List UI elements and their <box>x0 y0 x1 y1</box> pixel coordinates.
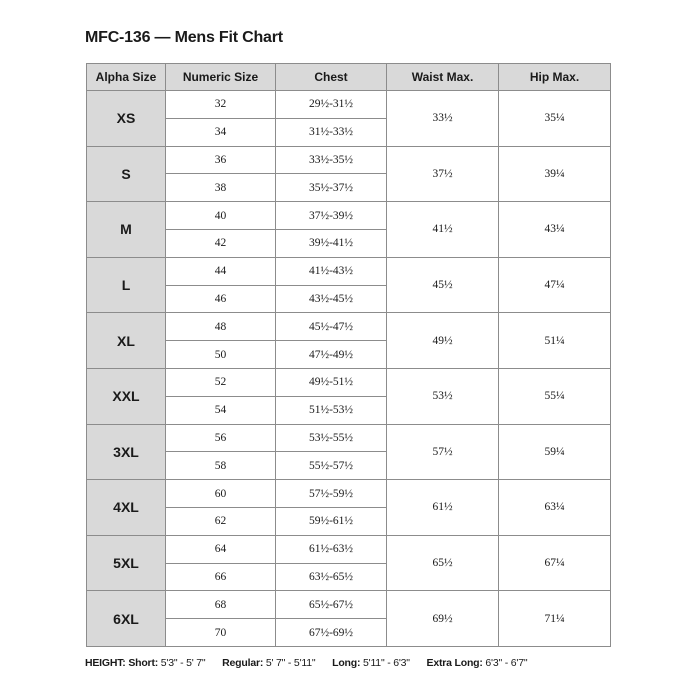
chest-cell: 55½-57½ <box>276 452 387 480</box>
alpha-size-cell: XXL <box>87 368 166 424</box>
long-label: Long: <box>332 657 361 669</box>
numeric-size-cell: 44 <box>166 257 276 285</box>
waist-max-cell: 65½ <box>387 535 499 591</box>
height-footer <box>85 657 527 669</box>
hip-max-cell: 35¼ <box>499 91 611 147</box>
numeric-size-cell: 66 <box>166 563 276 591</box>
alpha-size-cell: XS <box>87 91 166 147</box>
chest-cell: 57½-59½ <box>276 480 387 508</box>
numeric-size-cell: 60 <box>166 480 276 508</box>
hip-max-cell: 59¼ <box>499 424 611 480</box>
short-label: Short: <box>128 657 159 669</box>
table-body <box>87 91 611 647</box>
extra-long-label: Extra Long: <box>426 657 483 669</box>
chest-cell: 45½-47½ <box>276 313 387 341</box>
hip-max-cell: 55¼ <box>499 368 611 424</box>
extra-long-value: 6'3" - 6'7" <box>485 657 528 669</box>
numeric-size-cell: 34 <box>166 118 276 146</box>
table-row <box>87 424 611 452</box>
header-chest: Chest <box>276 64 387 91</box>
waist-max-cell: 57½ <box>387 424 499 480</box>
regular-value: 5' 7" - 5'11" <box>265 657 316 669</box>
alpha-size-cell: L <box>87 257 166 313</box>
hip-max-cell: 51¼ <box>499 313 611 369</box>
chest-cell: 53½-55½ <box>276 424 387 452</box>
chest-cell: 67½-69½ <box>276 619 387 647</box>
waist-max-cell: 33½ <box>387 91 499 147</box>
alpha-size-cell: M <box>87 202 166 258</box>
numeric-size-cell: 56 <box>166 424 276 452</box>
chest-cell: 33½-35½ <box>276 146 387 174</box>
table-row <box>87 91 611 119</box>
header-numeric-size: Numeric Size <box>166 64 276 91</box>
numeric-size-cell: 40 <box>166 202 276 230</box>
hip-max-cell: 43¼ <box>499 202 611 258</box>
waist-max-cell: 49½ <box>387 313 499 369</box>
numeric-size-cell: 50 <box>166 341 276 369</box>
table-row <box>87 313 611 341</box>
alpha-size-cell: S <box>87 146 166 202</box>
waist-max-cell: 37½ <box>387 146 499 202</box>
waist-max-cell: 61½ <box>387 480 499 536</box>
height-label: HEIGHT: <box>85 657 126 669</box>
alpha-size-cell: XL <box>87 313 166 369</box>
hip-max-cell: 39¼ <box>499 146 611 202</box>
chest-cell: 37½-39½ <box>276 202 387 230</box>
short-value: 5'3" - 5' 7" <box>160 657 206 669</box>
waist-max-cell: 45½ <box>387 257 499 313</box>
chest-cell: 35½-37½ <box>276 174 387 202</box>
header-row <box>87 64 611 91</box>
chest-cell: 43½-45½ <box>276 285 387 313</box>
table-row <box>87 535 611 563</box>
page-title: MFC-136 — Mens Fit Chart <box>85 29 283 46</box>
waist-max-cell: 69½ <box>387 591 499 647</box>
regular-label: Regular: <box>222 657 264 669</box>
chest-cell: 41½-43½ <box>276 257 387 285</box>
table-row <box>87 480 611 508</box>
numeric-size-cell: 36 <box>166 146 276 174</box>
hip-max-cell: 71¼ <box>499 591 611 647</box>
table-row <box>87 146 611 174</box>
long-value: 5'11" - 6'3" <box>363 657 410 669</box>
numeric-size-cell: 64 <box>166 535 276 563</box>
alpha-size-cell: 4XL <box>87 480 166 536</box>
chest-cell: 29½-31½ <box>276 91 387 119</box>
alpha-size-cell: 3XL <box>87 424 166 480</box>
chest-cell: 59½-61½ <box>276 507 387 535</box>
numeric-size-cell: 48 <box>166 313 276 341</box>
chest-cell: 61½-63½ <box>276 535 387 563</box>
hip-max-cell: 47¼ <box>499 257 611 313</box>
numeric-size-cell: 68 <box>166 591 276 619</box>
chest-cell: 63½-65½ <box>276 563 387 591</box>
numeric-size-cell: 70 <box>166 619 276 647</box>
numeric-size-cell: 46 <box>166 285 276 313</box>
table-row <box>87 257 611 285</box>
table-row <box>87 591 611 619</box>
chest-cell: 31½-33½ <box>276 118 387 146</box>
alpha-size-cell: 6XL <box>87 591 166 647</box>
numeric-size-cell: 32 <box>166 91 276 119</box>
table-row <box>87 368 611 396</box>
chest-cell: 65½-67½ <box>276 591 387 619</box>
chest-cell: 49½-51½ <box>276 368 387 396</box>
hip-max-cell: 67¼ <box>499 535 611 591</box>
chest-cell: 47½-49½ <box>276 341 387 369</box>
waist-max-cell: 53½ <box>387 368 499 424</box>
alpha-size-cell: 5XL <box>87 535 166 591</box>
numeric-size-cell: 52 <box>166 368 276 396</box>
waist-max-cell: 41½ <box>387 202 499 258</box>
numeric-size-cell: 54 <box>166 396 276 424</box>
numeric-size-cell: 38 <box>166 174 276 202</box>
table-row <box>87 202 611 230</box>
fit-chart-table <box>86 63 611 647</box>
header-waist-max: Waist Max. <box>387 64 499 91</box>
numeric-size-cell: 62 <box>166 507 276 535</box>
chest-cell: 51½-53½ <box>276 396 387 424</box>
header-hip-max: Hip Max. <box>499 64 611 91</box>
chest-cell: 39½-41½ <box>276 229 387 257</box>
numeric-size-cell: 42 <box>166 229 276 257</box>
header-alpha-size: Alpha Size <box>87 64 166 91</box>
numeric-size-cell: 58 <box>166 452 276 480</box>
hip-max-cell: 63¼ <box>499 480 611 536</box>
